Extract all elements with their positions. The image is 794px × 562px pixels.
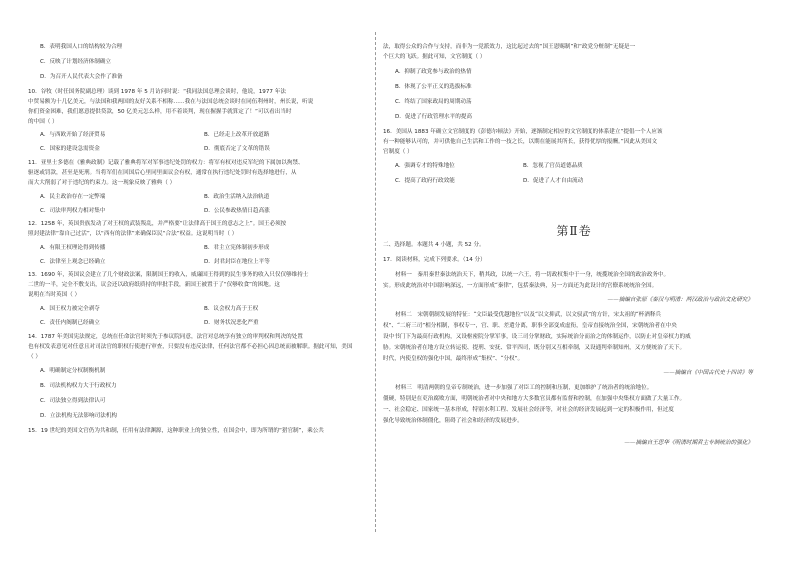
text-line: ——摘编自张原《秦汉与明清：两汉政治与政治文化研究》	[607, 297, 753, 303]
text-line: D．为召开人民代表大会作了准备	[40, 74, 123, 80]
column-divider	[375, 32, 376, 532]
right-column	[383, 0, 765, 562]
text-line: B．司法机构权力大于行政权力	[40, 383, 117, 389]
text-line: 有一种能够认可的，并可供他自己生活和工作的一技之长，以期在能展其所长，获得优厚的报酬。”因此从美国文	[383, 139, 658, 145]
text-line: 胁。宋朝统治者在地方设立转运使、提刑、安抚、常平四司，既分别又互相牵制，又设通判牵制知州，又方便统治了天下。	[383, 345, 686, 351]
text-line: A．有限王权理论得到传播	[40, 245, 106, 251]
text-line: 你们资金困难，我们愿意提供贷款，50 亿美元怎么样，用不着谈判，现在握握手就算定了！”可以看出当时	[28, 109, 292, 115]
answer-option: D．财务状况恶化严重	[204, 320, 259, 326]
text-line: B．体现了公平正义的选拔标准	[395, 84, 472, 90]
text-line: 材料三 明清两朝的皇帝专制统治，进一步加强了对臣工的控制和压制，更加维护了统治者的统治地位。	[395, 385, 653, 391]
text-line: 一、社会稳定、国家统一基本形成，特别水利工程、发展社会经济等，对社会的经济发展起到一定的积极作用，但过度	[383, 407, 674, 413]
text-line: C．反映了计划经济体制确立	[40, 59, 112, 65]
text-line: 时代，内使皇权的强化中国，最终形成“集权”、“分权”。	[383, 356, 524, 362]
answer-option: B．政治生活纳入法治轨道	[204, 194, 270, 200]
text-line: 而大大削弱了对于违纪的约束力。这一现象反映了雅典（ ）	[28, 180, 176, 186]
text-line: 二世的一半，完全不敷支出，议会还以政府纸质持的审批手段，新国王被置于了“仅够收食”的困地。这	[28, 282, 280, 288]
answer-option: B．已经走上改革开放道路	[204, 132, 270, 138]
text-line: C．提高了政府行政效能	[395, 178, 455, 184]
answer-option: D．公民参政热情日趋高涨	[204, 208, 270, 214]
text-line: （ ）	[28, 354, 41, 360]
text-line: 二、选择题。本题共 4 小题，共 52 分。	[383, 242, 485, 248]
answer-option: D．彻底否定了文革的错误	[204, 146, 270, 152]
text-line: 10．谷牧（时任国务院副总理）谈到 1978 年 5 月访问时说：“我同法国总理会谈时，他说，1977 年法	[28, 89, 286, 95]
text-line: C．司法审判权力相对集中	[40, 208, 106, 214]
text-line: 的中国（ ）	[28, 119, 58, 125]
text-line: 照封建法律“靠自己过活”，以“西有的法律”来确保臣民“合法”权益。这说明当时（ ）	[28, 231, 238, 237]
text-line: A．抑制了政党参与政治的热情	[395, 69, 472, 75]
text-line: C．责任内阁制已经确立	[40, 320, 100, 326]
text-line: A．明确制定分权制衡机制	[40, 368, 106, 374]
text-line: C．国家的建设急需资金	[40, 146, 100, 152]
text-line: 13．1690 年，英国议会建立了几个财政法案，限制国王的收入，威廉国王得到的民生事务的收入只仅仅够维持士	[28, 272, 309, 278]
text-line: 个巨大的飞跃。据此可知，文官制度（ ）	[383, 54, 486, 60]
text-line: C．终结了国家政局的周期动荡	[395, 99, 472, 105]
text-line: 权”、“二府三司”相分相制，事权专一，官、职、差遣分离，职事全部变成虚衔，皇帝直接统治全国，宋朝统治者在中央	[383, 323, 677, 329]
text-line: 16．美国从 1883 年确立文官制度的《彭德尔顿法》开始，逐渐制定相应的文官制度的体系建立“提倡一个人应该	[383, 129, 663, 135]
text-line: 官制度（ ）	[383, 149, 413, 155]
section-title: 第Ⅱ卷	[556, 224, 592, 238]
text-line: 12．1258 年，英国贵族发动了对王权的武装叛乱，并严格要“让法律高于国王的意志之上”。国王必须按	[28, 221, 287, 227]
text-line: C．法律至上观念已经确立	[40, 259, 106, 265]
text-line: 强化导致统治体制僵化，阻碍了社会和经济的发展进步。	[383, 418, 523, 424]
text-line: 说明在当时英国（ ）	[28, 292, 81, 298]
text-line: 15．19 世纪的美国文官仍为共和制，任用有法律渊源，这种职业上的独立性，在国会中，即为所谓的“猎官制”，乘公共	[28, 428, 324, 434]
answer-option: B．忽视了官员道德品质	[523, 163, 583, 169]
text-line: ——摘编自王思华《明清时期君主专制统治的强化》	[624, 440, 753, 446]
text-line: ——摘编自《中国古代史十四讲》等	[663, 370, 753, 376]
text-line: A．与西欧开始了经济贸易	[40, 132, 106, 138]
text-line: 材料二 宋朝朝制发展的特征：“文臣最受优越地位”以及“以文抑武，以文驭武”的方针，宋太祖的“杯酒释兵	[395, 312, 662, 318]
answer-option: D．促进了人才自由流动	[523, 178, 584, 184]
text-line: 11．亚里士多德在《雅典政制》记载了雅典将军对军事违纪处罚的权力：将军有权对违反军纪的下属加以拘禁、	[28, 160, 304, 166]
answer-option: B．议会权力高于王权	[204, 306, 259, 312]
text-line: D．立法机构无法影响司法机构	[40, 413, 118, 419]
text-line: D．促进了行政管理水平的提高	[395, 114, 473, 120]
text-line: 材料一 秦用秦世秦法统治天下，稍其政，以统一六王，将一切政权集中于一身，统揽统治全国的政治政务中。	[395, 272, 670, 278]
text-line: A．民主政治存在一定弊端	[40, 194, 106, 200]
text-line: 也有权发表意见对任意且对司法官的职权行使进行审查，只要没有违反法律，任何法官都不必担心因总统而被解职。据此可知，美国	[28, 344, 353, 350]
answer-option: D．封君封臣在地位上平等	[204, 259, 270, 265]
text-line: 僵硬，特别是在吏治腐败方面，明朝统治者对中央和地方大多数官员都有监督和控制，在加强中央集权方面做了大量工作。	[383, 396, 686, 402]
text-line: 中贸易额为十几亿美元，与法国和我两国的友好关系不相称……我在与法国总统会谈时在同伍利州时，州长说，听说	[28, 99, 314, 105]
text-line: 法，取得公众的合作与支持，而非为一党派效力，这比起过去的“国王恩赐制”和“政党分赃制”无疑是一	[383, 44, 636, 50]
text-line: 设中书门下为最高行政机构，又设枢密院分掌军事，设三司分掌财政，实际统治分而治之的体制运作，以防止对皇帝权力的威	[383, 334, 691, 340]
text-line: C．司法独立得到法律认可	[40, 398, 106, 404]
text-line: B．表明我国人口的结构较为合理	[40, 44, 123, 50]
text-line: 驱逐或罚款，甚至是死刑。当将军们在回国后心里同里面议会有权，通常在执行违纪处罚时有选择地进行，从	[28, 170, 297, 176]
text-line: 实。形成此统治对中国影响深远，一方面形成“秦律”，包括秦法典，另一方面还为此设计的官僚系统统治全国。	[383, 283, 658, 289]
text-line: 14．1787 年美国宪法规定，总统在任命法官时须先于参议院同意，法官对总统享有独立的审判权和判决的处置	[28, 334, 303, 340]
text-line: 17．阅读材料，完成下列要求。（14 分）	[383, 257, 486, 263]
text-line: A．强调专才的特殊地位	[395, 163, 455, 169]
answer-option: B．君主立宪体制初步形成	[204, 245, 270, 251]
left-column	[28, 0, 368, 562]
text-line: A．国王权力被完全剥夺	[40, 306, 100, 312]
